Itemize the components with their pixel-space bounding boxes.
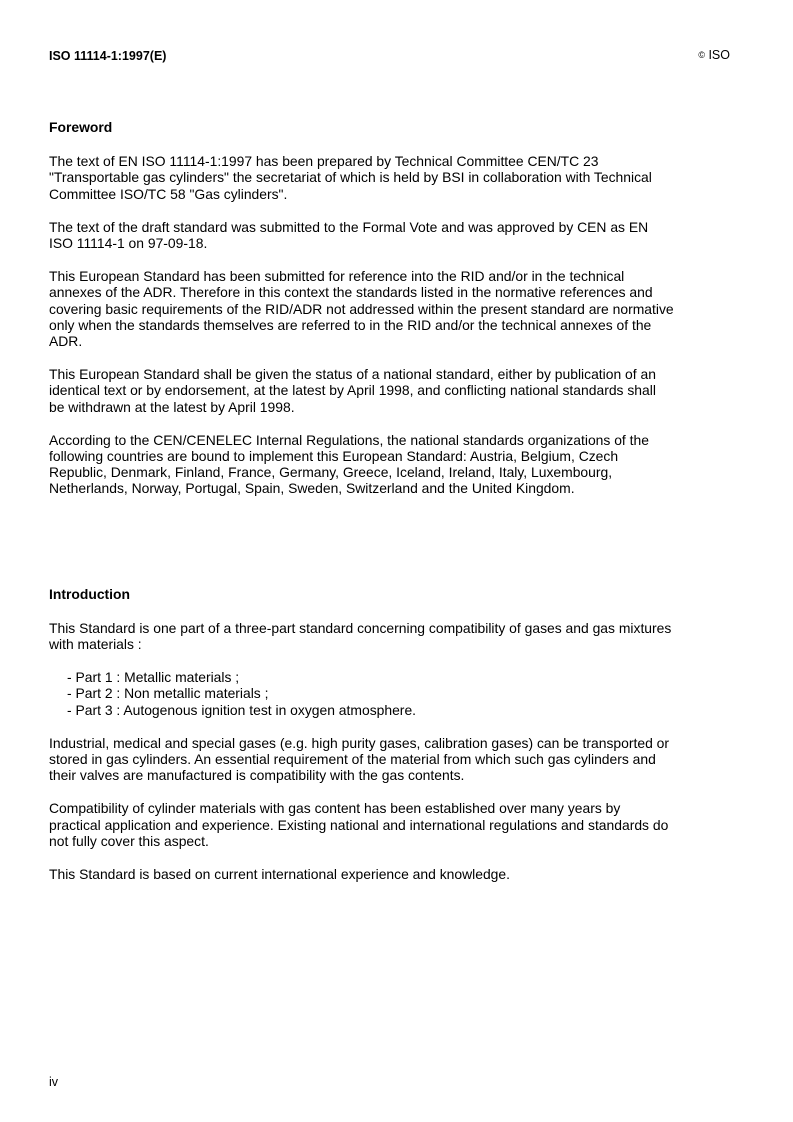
introduction-lead: This Standard is one part of a three-part standard concerning compatibility of gases and gas mixtures with materials : (49, 619, 672, 653)
foreword-title: Foreword (49, 119, 113, 135)
introduction-paragraph-1: Industrial, medical and special gases (e.g. high purity gases, calibration gases) can be transported or stored in gas cylinders. An essential requirement of the material from which such gas cylinders and their valves are manufactured is compatibility with the gas contents. (49, 734, 670, 784)
list-item: - Part 3 : Autogenous ignition test in oxygen atmosphere. (67, 701, 417, 718)
introduction-section (49, 586, 674, 883)
foreword-section (49, 119, 674, 497)
copyright-symbol: © (698, 50, 705, 60)
page-number: iv (49, 1075, 59, 1089)
document-id: ISO 11114-1:1997(E) (49, 49, 167, 63)
copyright-notice (698, 48, 730, 62)
document-body (49, 119, 674, 899)
list-item: - Part 2 : Non metallic materials ; (67, 685, 269, 702)
foreword-paragraph-1: The text of EN ISO 11114-1:1997 has been prepared by Technical Committee CEN/TC 23 "Transportable gas cylinders" the secretariat of which is held by BSI in collaboration with Technical Committee ISO/TC 58 "Gas cylinders". (49, 153, 652, 202)
foreword-paragraph-4: This European Standard shall be given the status of a national standard, either by publication of an identical text or by endorsement, at the latest by April 1998, and conflicting national standards shall be withdrawn at the latest by April 1998. (49, 366, 656, 415)
foreword-paragraph-2: The text of the draft standard was submitted to the Formal Vote and was approved by CEN as EN ISO 11114-1 on 97-09-18. (49, 218, 649, 252)
list-item: - Part 1 : Metallic materials ; (67, 669, 240, 686)
foreword-paragraph-5: According to the CEN/CENELEC Internal Regulations, the national standards organizations of the following countries are bound to implement this European Standard: Austria, Belgium, Czech Republic, Denmark, Finland, France, Germany, Greece, Iceland, Ireland, Italy, Luxembourg, Netherlands, Norway, Portugal, Spain, Sweden, Switzerland and the United Kingdom. (49, 431, 649, 497)
introduction-paragraph-3: This Standard is based on current international experience and knowledge. (49, 866, 510, 883)
copyright-text: ISO (708, 48, 730, 62)
foreword-paragraph-3: This European Standard has been submitted for reference into the RID and/or in the technical annexes of the ADR. Therefore in this context the standards listed in the normative references and covering basic requirements of the RID/ADR not addressed within the present standard are normative only when the standards themselves are referred to in the RID and/or the technical annexes of the ADR. (49, 268, 674, 350)
introduction-paragraph-2: Compatibility of cylinder materials with gas content has been established over many years by practical application and experience. Existing national and international regulations and standards do not fully cover this aspect. (49, 800, 669, 849)
parts-list (49, 669, 674, 718)
introduction-title: Introduction (49, 585, 131, 602)
